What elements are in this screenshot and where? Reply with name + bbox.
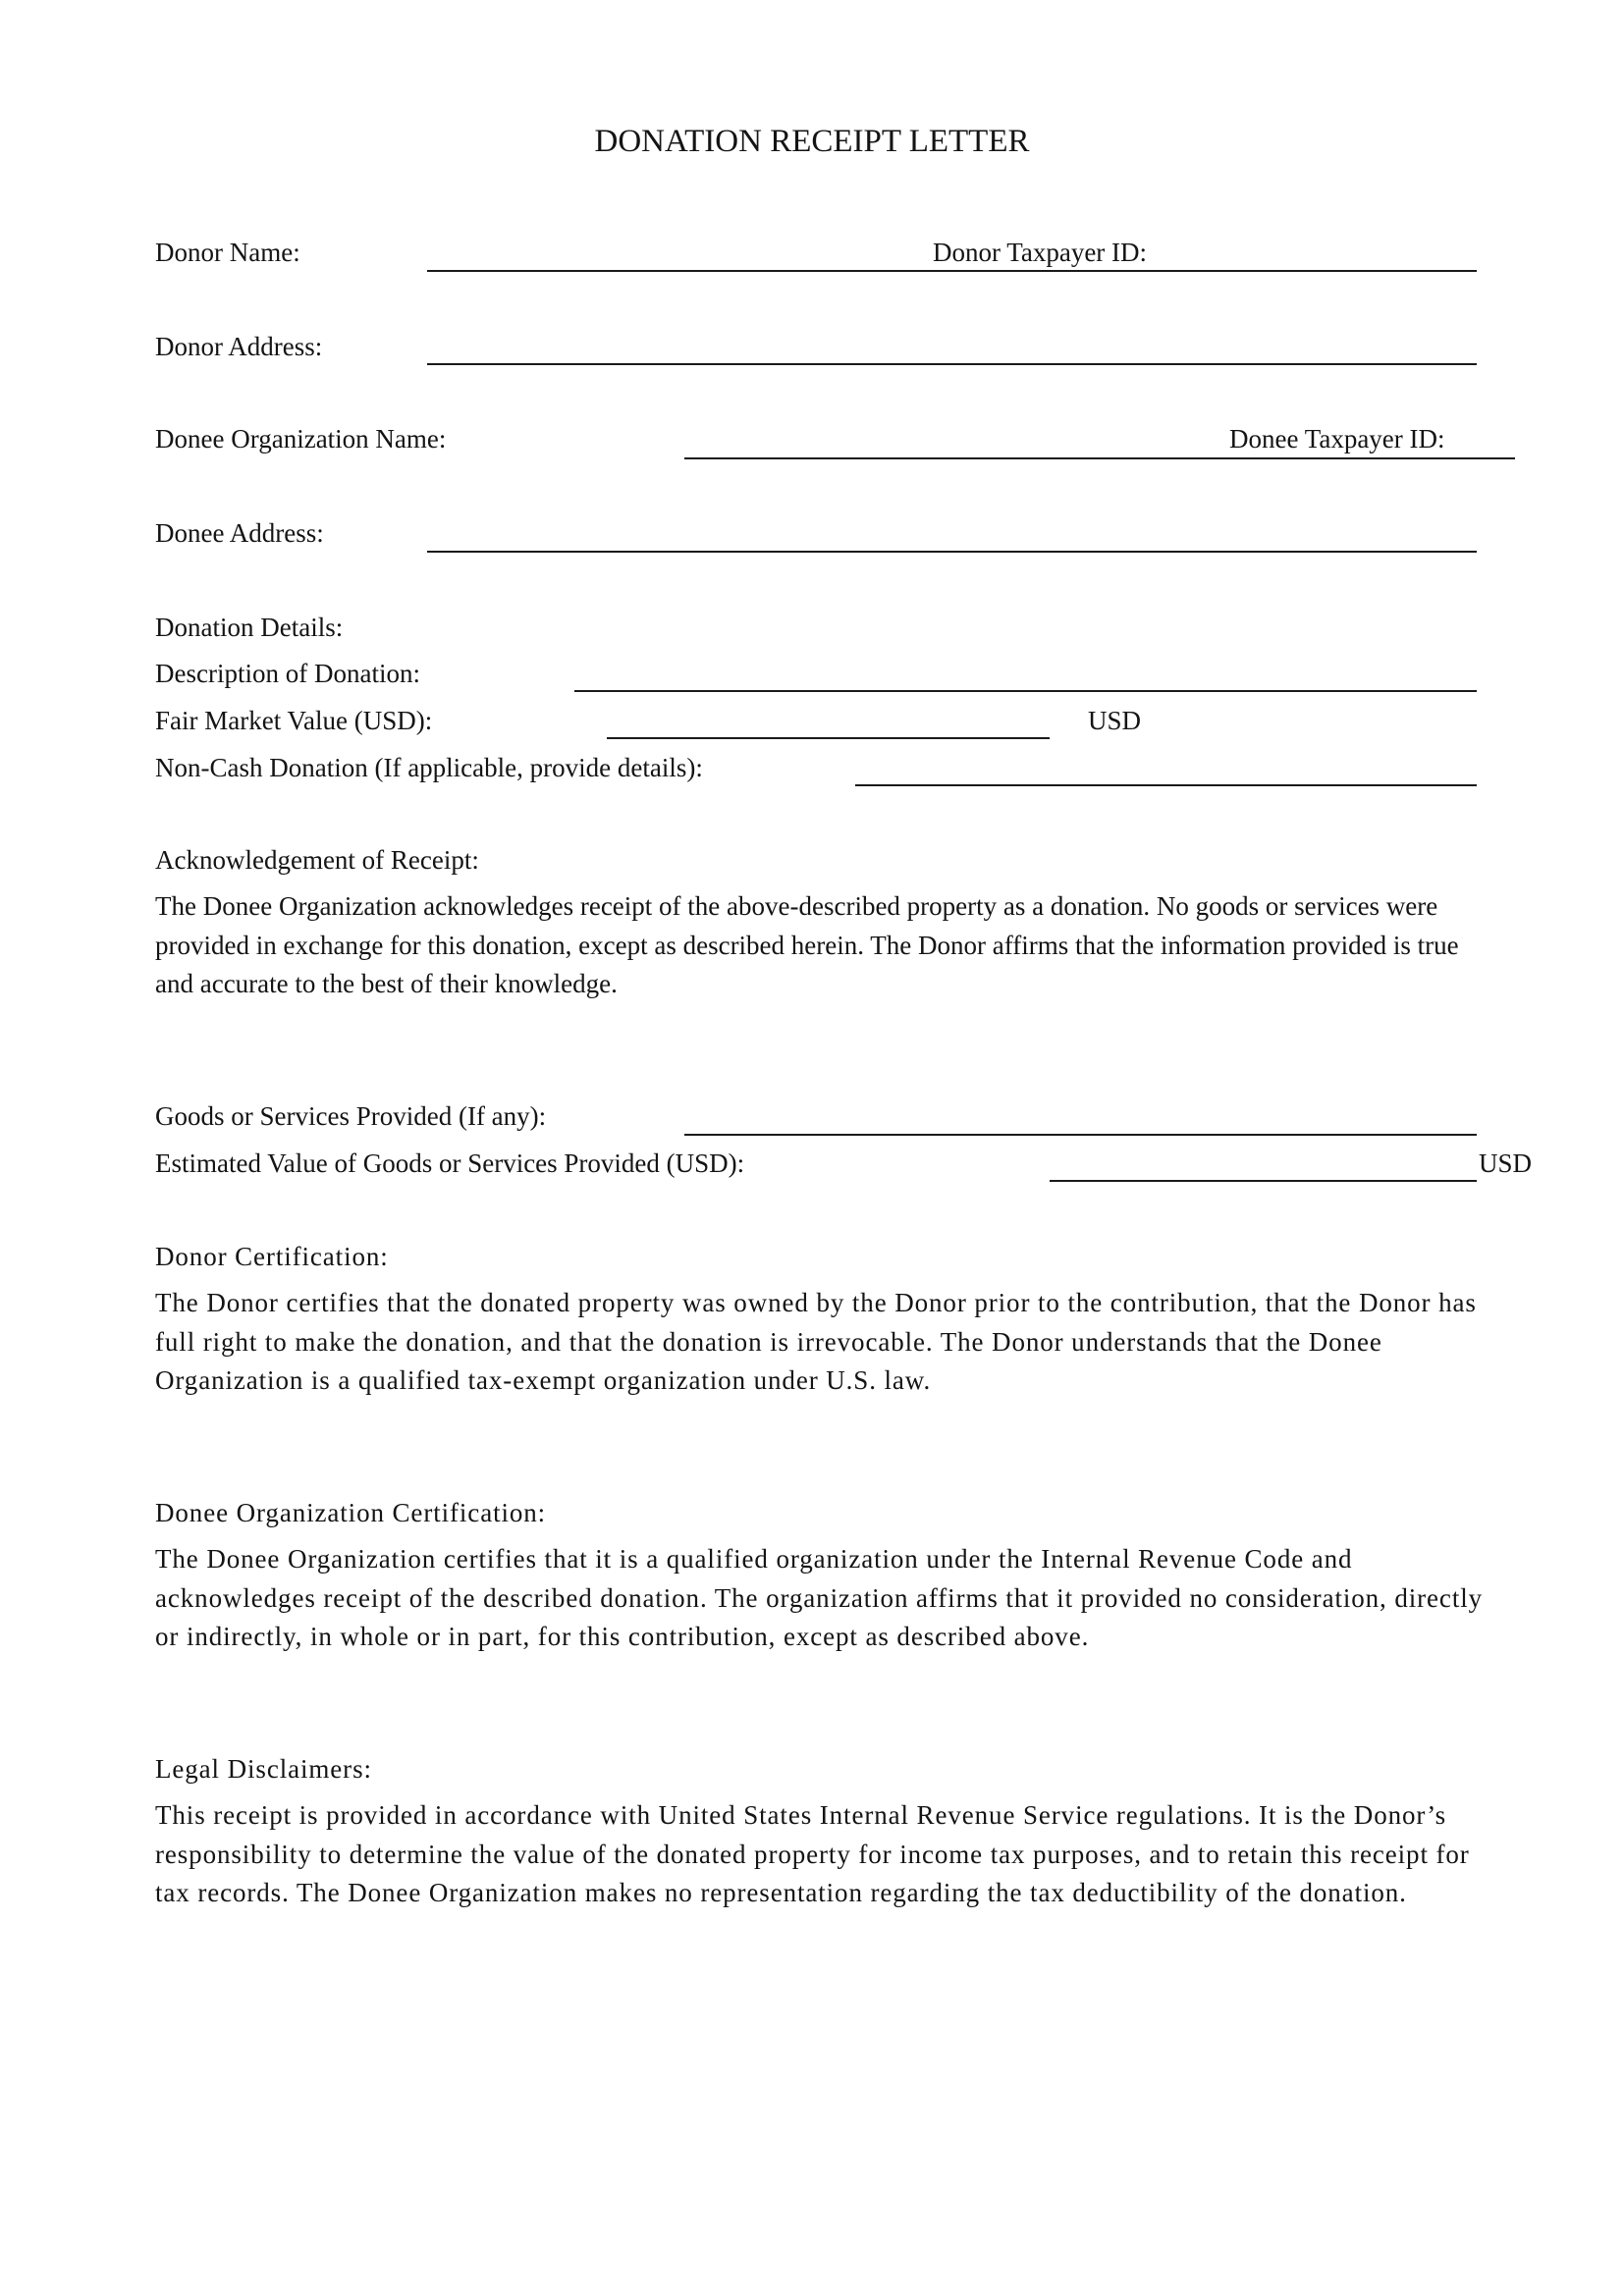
acknowledgement-text: The Donee Organization acknowledges receipt of the above-described property as a donation. No goods or services were provided in exchange for this donation, except as described herein. The Donor affirms that the information provided is true and accurate to the best of their knowledge. <box>155 891 1459 998</box>
legal-disclaimers-text: This receipt is provided in accordance with United States Internal Revenue Service regulations. It is the Donor’s responsibility to determine the value of the donated property for income tax purposes, and to retain this receipt for tax records. The Donee Organization makes no representation regarding the tax deductibility of the donation. <box>155 1800 1470 1907</box>
donee-org-name-field[interactable] <box>684 457 1515 459</box>
donor-certification-heading: Donor Certification: <box>155 1242 389 1271</box>
donor-certification-text: The Donor certifies that the donated property was owned by the Donor prior to the contribution, that the Donor has full right to make the donation, and that the donation is irrevocable. The Donor understands that the Donee Organization is a qualified tax-exempt organization under U.S. law. <box>155 1288 1477 1395</box>
donor-address-field[interactable] <box>427 363 1477 365</box>
non-cash-label: Non-Cash Donation (If applicable, provide details): <box>155 753 703 782</box>
description-label: Description of Donation: <box>155 659 420 688</box>
donor-name-field[interactable] <box>427 270 1477 272</box>
fair-market-value-field[interactable] <box>607 737 1050 739</box>
document-title: DONATION RECEIPT LETTER <box>594 124 1030 159</box>
donee-taxpayer-id-label: Donee Taxpayer ID: <box>1229 424 1445 454</box>
donee-certification-heading: Donee Organization Certification: <box>155 1498 547 1527</box>
non-cash-field[interactable] <box>855 784 1477 786</box>
donor-taxpayer-id-label: Donor Taxpayer ID: <box>933 238 1148 267</box>
donee-address-field[interactable] <box>427 551 1477 553</box>
description-field[interactable] <box>574 690 1477 692</box>
donee-address-label: Donee Address: <box>155 518 324 548</box>
estimated-value-unit: USD <box>1479 1148 1533 1178</box>
donee-org-name-label: Donee Organization Name: <box>155 424 447 454</box>
estimated-value-label: Estimated Value of Goods or Services Provided (USD): <box>155 1148 745 1178</box>
goods-services-field[interactable] <box>684 1134 1477 1136</box>
acknowledgement-heading: Acknowledgement of Receipt: <box>155 845 479 875</box>
fair-market-value-label: Fair Market Value (USD): <box>155 706 433 735</box>
donor-name-label: Donor Name: <box>155 238 300 267</box>
fair-market-value-unit: USD <box>1088 706 1142 735</box>
legal-disclaimers-heading: Legal Disclaimers: <box>155 1754 372 1784</box>
estimated-value-field[interactable] <box>1050 1180 1477 1182</box>
goods-services-label: Goods or Services Provided (If any): <box>155 1101 547 1131</box>
donation-details-heading: Donation Details: <box>155 613 344 642</box>
donee-certification-text: The Donee Organization certifies that it is a qualified organization under the Internal Revenue Code and acknowledges receipt of the described donation. The organization affirms that it provided no consideration, directly or indirectly, in whole or in part, for this contribution, except as described above. <box>155 1544 1484 1651</box>
donor-address-label: Donor Address: <box>155 332 323 361</box>
